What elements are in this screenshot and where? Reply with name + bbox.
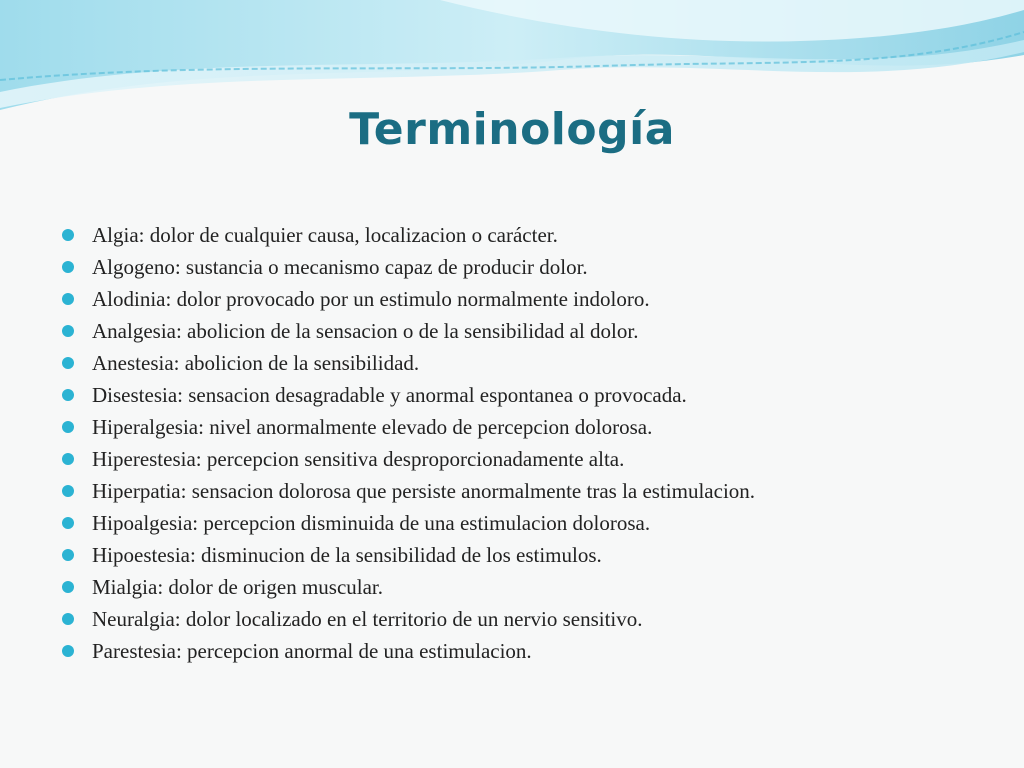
list-item [60,635,990,667]
list-item [60,443,990,475]
bullet-icon [62,357,74,369]
bullet-icon [62,581,74,593]
list-item [60,379,990,411]
list-item [60,347,990,379]
list-item [60,603,990,635]
bullet-icon [62,613,74,625]
term-text: Algogeno: sustancia o mecanismo capaz de producir dolor. [92,255,588,279]
term-text: Mialgia: dolor de origen muscular. [92,575,384,599]
bullet-icon [62,517,74,529]
term-text: Algia: dolor de cualquier causa, localizacion o carácter. [92,223,558,247]
list-item [60,571,990,603]
list-item [60,315,990,347]
term-text: Disestesia: sensacion desagradable y anormal espontanea o provocada. [92,383,687,407]
list-item [60,507,990,539]
bullet-icon [62,549,74,561]
term-text: Neuralgia: dolor localizado en el territorio de un nervio sensitivo. [92,607,643,631]
term-text: Hiperalgesia: nivel anormalmente elevado de percepcion dolorosa. [92,415,653,439]
term-text: Analgesia: abolicion de la sensacion o de la sensibilidad al dolor. [92,319,639,343]
bullet-icon [62,453,74,465]
list-item [60,219,990,251]
list-item [60,251,990,283]
bullet-icon [62,421,74,433]
page-title: Terminología [349,104,675,155]
list-item [60,283,990,315]
bullet-icon [62,485,74,497]
term-text: Parestesia: percepcion anormal de una estimulacion. [92,639,532,663]
list-item [60,411,990,443]
term-text: Hipoestesia: disminucion de la sensibilidad de los estimulos. [92,543,602,567]
term-text: Hiperestesia: percepcion sensitiva desproporcionadamente alta. [92,447,625,471]
list-item [60,475,990,507]
term-text: Hipoalgesia: percepcion disminuida de una estimulacion dolorosa. [92,511,651,535]
bullet-icon [62,325,74,337]
bullet-icon [62,229,74,241]
term-text: Anestesia: abolicion de la sensibilidad. [92,351,420,375]
term-list [60,219,990,667]
bullet-icon [62,261,74,273]
term-text: Hiperpatia: sensacion dolorosa que persiste anormalmente tras la estimulacion. [92,479,756,503]
bullet-icon [62,293,74,305]
bullet-icon [62,645,74,657]
bullet-icon [62,389,74,401]
list-item [60,539,990,571]
term-text: Alodinia: dolor provocado por un estimulo normalmente indoloro. [92,287,650,311]
